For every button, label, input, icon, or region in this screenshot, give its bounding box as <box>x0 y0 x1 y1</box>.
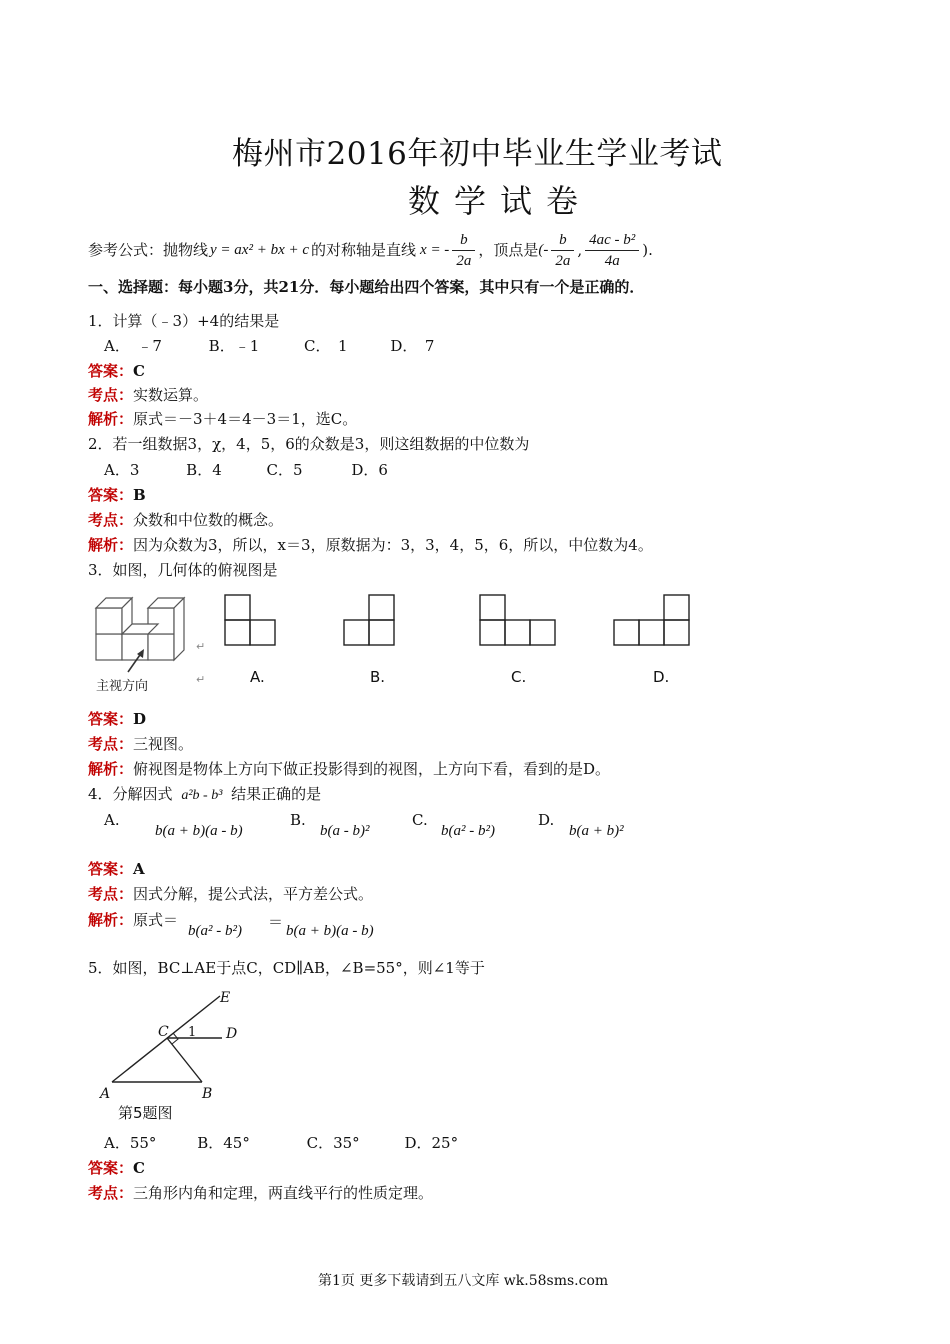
q2-analysis: 因为众数为3，所以，x＝3，原数据为：3，3，4，5，6，所以，中位数为4。 <box>133 536 653 554</box>
q2-answer-label: 答案： <box>88 486 134 504</box>
q2-option-b: B．4 <box>186 461 222 479</box>
page-subtitle: 数学试卷 <box>408 182 593 220</box>
q3-analysis: 俯视图是物体上方向下做正投影得到的视图，上方向下看，看到的是D。 <box>133 760 611 778</box>
q4-option-d-letter: D. <box>538 811 555 829</box>
q5-stem: 5．如图，BC⊥AE于点C，CD∥AB，∠B=55°，则∠1等于 <box>88 959 485 977</box>
q5-options <box>104 1133 496 1153</box>
q3-view-d <box>614 595 689 645</box>
q2-analysis-label: 解析： <box>88 536 134 554</box>
q3-label-b: B. <box>370 668 386 686</box>
q1-options <box>104 336 472 356</box>
vertex-y-fraction <box>585 230 639 271</box>
formula-prefix: 参考公式：抛物线 <box>88 241 209 259</box>
q2-point: 众数和中位数的概念。 <box>133 511 284 529</box>
q5-point-row <box>88 1183 433 1203</box>
q4-stem-suffix: 结果正确的是 <box>231 785 322 803</box>
q4-stem-prefix: 4．分解因式 <box>88 785 173 803</box>
q3-caption: 主视方向 <box>96 679 149 694</box>
point-e: E <box>220 990 231 1006</box>
q4-answer-row <box>88 859 145 879</box>
q5-point: 三角形内角和定理，两直线平行的性质定理。 <box>133 1184 434 1202</box>
q4-option-c-letter: C. <box>412 811 428 829</box>
q4-analysis-eq: ＝ <box>268 913 284 931</box>
q5-caption: 第5题图 <box>118 1104 173 1122</box>
q4-point: 因式分解，提公式法，平方差公式。 <box>133 885 374 903</box>
q1-answer-label: 答案： <box>88 362 134 380</box>
q4-option-d-expr: b(a + b)² <box>569 823 624 839</box>
q4-answer: A <box>133 860 145 878</box>
q1-analysis: 原式＝－3＋4＝4－3＝1，选C。 <box>133 410 358 428</box>
q1-answer: C <box>133 362 145 380</box>
q2-point-label: 考点： <box>88 511 134 529</box>
q3-view-b <box>344 595 394 645</box>
q3-stem: 3．如图，几何体的俯视图是 <box>88 561 278 579</box>
point-c: C <box>158 1024 169 1040</box>
q5-option-c: C．35° <box>306 1134 360 1152</box>
q4-stem-expr: a²b - b³ <box>181 788 223 803</box>
q1-stem: 1．计算（﹣3）+4的结果是 <box>88 312 280 330</box>
vertex-comma: , <box>577 241 583 259</box>
return-mark-icon: ↵ <box>196 640 206 653</box>
angle-1-label: 1 <box>188 1025 197 1040</box>
q5-option-b: B．45° <box>197 1134 250 1152</box>
q1-option-c: C． 1 <box>304 337 348 355</box>
q3-answer-row <box>88 709 146 729</box>
q5-answer-row <box>88 1158 145 1178</box>
point-a: A <box>100 1086 111 1102</box>
q4-option-b-letter: B. <box>290 811 306 829</box>
q1-point-row <box>88 385 208 405</box>
q4-point-row <box>88 884 373 904</box>
q1-analysis-row <box>88 409 357 429</box>
q3-figure <box>88 588 708 698</box>
vertex-text: ，顶点是 <box>478 241 539 259</box>
q1-point: 实数运算。 <box>133 386 209 404</box>
q3-point-label: 考点： <box>88 735 134 753</box>
q3-view-a <box>225 595 275 645</box>
axis-lhs: x = - <box>420 242 450 258</box>
q2-answer-row <box>88 485 146 505</box>
q4-analysis-row <box>88 910 178 930</box>
q4-analysis-prefix: 原式＝ <box>133 911 179 929</box>
segment-cb <box>167 1038 202 1082</box>
q1-point-label: 考点： <box>88 386 134 404</box>
vertex-open: (- <box>538 242 549 258</box>
q4-point-label: 考点： <box>88 885 134 903</box>
q3-label-c: C. <box>511 668 527 686</box>
q2-answer: B <box>133 486 146 504</box>
q3-label-a: A. <box>250 668 265 686</box>
formula-mid: 的对称轴是直线 <box>311 241 417 259</box>
section-heading: 一、选择题：每小题3分，共21分．每小题给出四个答案，其中只有一个是正确的． <box>88 278 645 296</box>
axis-fraction <box>452 230 475 271</box>
parabola-expr: y = ax² + bx + c <box>210 242 310 258</box>
q3-analysis-row <box>88 759 610 779</box>
q3-view-c <box>480 595 555 645</box>
q4-answer-label: 答案： <box>88 860 134 878</box>
q4-option-c-expr: b(a² - b²) <box>441 823 495 839</box>
page-title: 梅州市2016年初中毕业生学业考试 <box>232 136 723 172</box>
vertex-y-num: 4ac - b² <box>585 230 639 251</box>
q4-analysis-label: 解析： <box>88 911 134 929</box>
q2-point-row <box>88 510 283 530</box>
q3-solid-drawing <box>96 598 184 660</box>
q2-option-a: A．3 <box>104 461 140 479</box>
return-mark-icon-2: ↵ <box>196 673 206 686</box>
q3-answer: D <box>133 710 147 728</box>
q4-option-a-letter: A. <box>104 811 120 829</box>
q4-option-b-expr: b(a - b)² <box>320 823 370 839</box>
vertex-close: ). <box>642 241 653 259</box>
q2-analysis-row <box>88 535 653 555</box>
q3-point-row <box>88 734 193 754</box>
vertex-x-num: b <box>551 230 574 251</box>
q3-analysis-label: 解析： <box>88 760 134 778</box>
q3-label-d: D. <box>653 668 670 686</box>
q1-option-d: D． 7 <box>390 337 435 355</box>
q5-figure <box>92 986 252 1126</box>
q1-option-a: A． ﹣7 <box>104 337 162 355</box>
q2-option-c: C．5 <box>266 461 303 479</box>
q5-answer: C <box>133 1159 145 1177</box>
axis-frac-num: b <box>452 230 475 251</box>
q3-answer-label: 答案： <box>88 710 134 728</box>
q2-stem: 2．若一组数据3，χ，4，5，6的众数是3，则这组数据的中位数为 <box>88 435 530 453</box>
axis-frac-den: 2a <box>456 252 472 269</box>
vertex-y-den: 4a <box>604 252 620 269</box>
q2-option-d: D．6 <box>351 461 388 479</box>
q5-option-d: D．25° <box>404 1134 459 1152</box>
q4-option-a-expr: b(a + b)(a - b) <box>155 823 243 839</box>
q3-point: 三视图。 <box>133 735 194 753</box>
q1-answer-row <box>88 361 145 381</box>
page-footer: 第1页 更多下载请到五八文库 wk.58sms.com <box>318 1273 609 1289</box>
reference-formula <box>88 226 653 274</box>
q5-answer-label: 答案： <box>88 1159 134 1177</box>
q5-point-label: 考点： <box>88 1184 134 1202</box>
vertex-x-fraction <box>551 230 574 271</box>
q1-analysis-label: 解析： <box>88 410 134 428</box>
q2-options <box>104 460 426 480</box>
q1-option-b: B．﹣1 <box>208 337 260 355</box>
q5-option-a: A．55° <box>104 1134 157 1152</box>
point-b: B <box>202 1086 213 1102</box>
q4-analysis-expr1: b(a² - b²) <box>188 923 242 939</box>
vertex-x-den: 2a <box>555 252 571 269</box>
point-d: D <box>226 1026 238 1042</box>
q4-stem <box>88 784 321 806</box>
q4-analysis-expr2: b(a + b)(a - b) <box>286 923 374 939</box>
